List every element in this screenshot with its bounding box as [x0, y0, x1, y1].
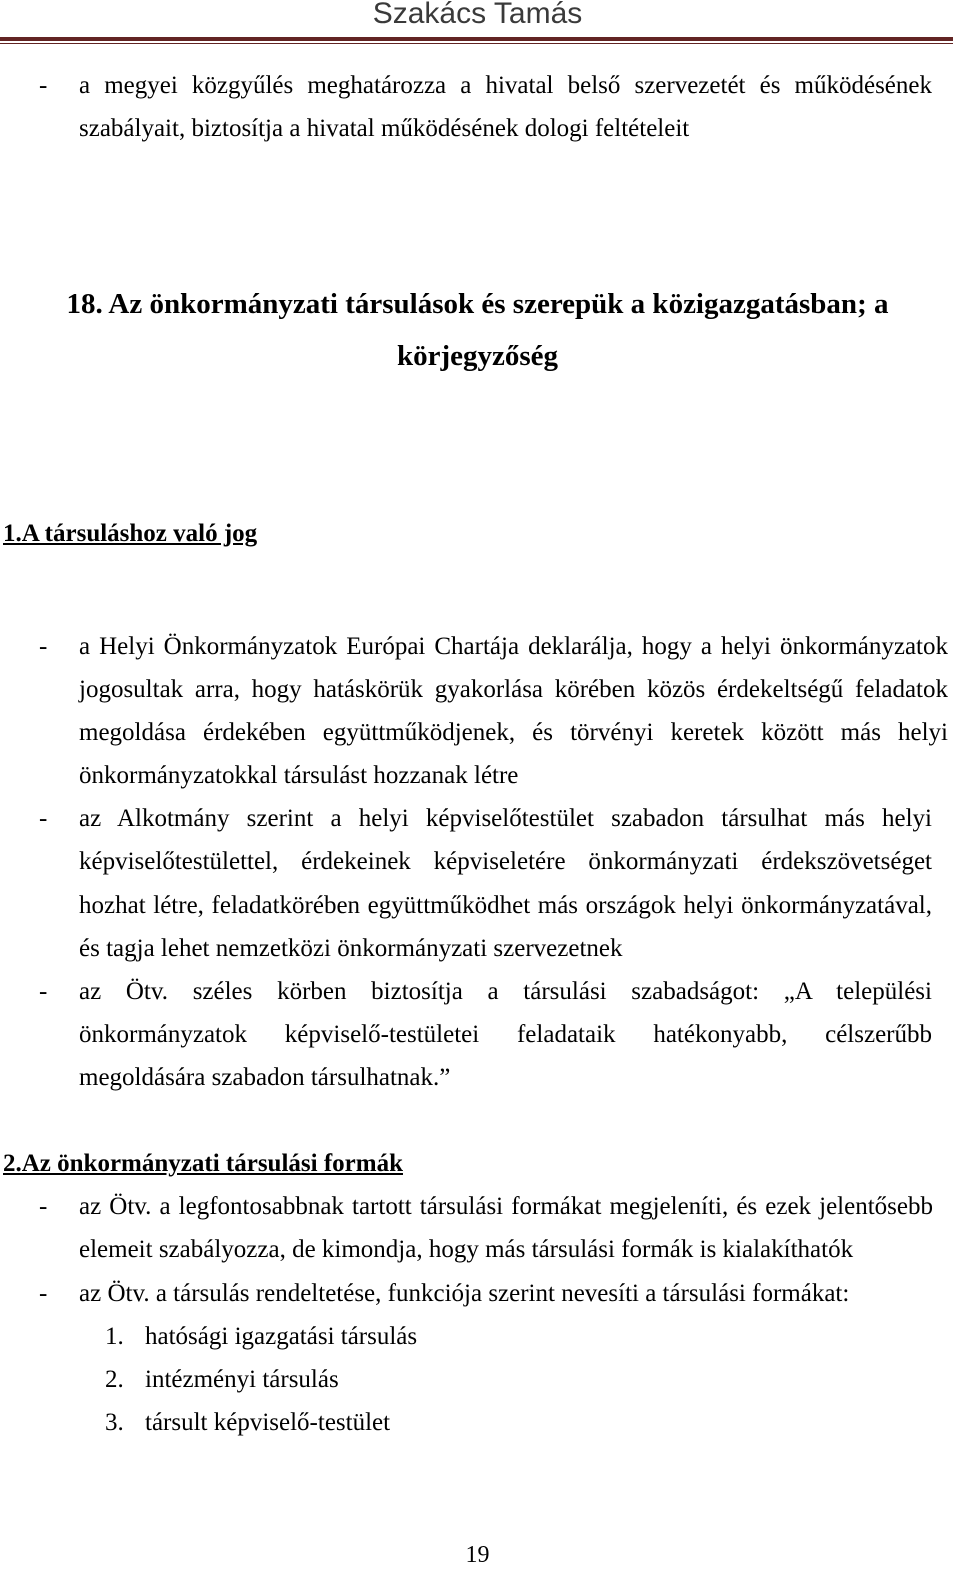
bullet-dash: - [39, 1193, 48, 1221]
list-number: 2. [105, 1366, 124, 1394]
bullet-item [0, 64, 960, 150]
paragraph-line: a megyei közgyűlés meghatározza a hivatal belső szervezetét és működésének [79, 72, 932, 99]
list-label: intézményi társulás [145, 1366, 339, 1394]
intro-bullet-list [0, 64, 960, 150]
paragraph-line: szabályait, biztosítja a hivatal működésének dologi feltételeit [79, 115, 690, 142]
paragraph-line: megoldása érdekében együttműködjenek, és törvényi keretek között más helyi [79, 719, 948, 747]
running-header-title: Szakács Tamás [372, 0, 583, 30]
paragraph-line: az Ötv. széles körben biztosítja a társulási szabadságot: „A települési [79, 977, 932, 1005]
bullet-dash: - [39, 977, 48, 1005]
section-1-heading [0, 512, 960, 555]
header-rule-thick [0, 37, 953, 41]
list-label: társult képviselő-testület [145, 1409, 391, 1437]
bullet-dash: - [39, 805, 48, 833]
paragraph-line: a Helyi Önkormányzatok Európai Chartája deklarálja, hogy a helyi önkormányzatok [79, 633, 948, 660]
list-label: hatósági igazgatási társulás [145, 1322, 418, 1350]
chapter-heading [0, 278, 955, 382]
paragraph-line: önkormányzatokkal társulást hozzanak létre [79, 762, 519, 790]
paragraph-line: és tagja lehet nemzetközi önkormányzati szervezetnek [79, 934, 623, 962]
paragraph-line: az Alkotmány szerint a helyi képviselőtestület szabadon társulhat más helyi [79, 805, 932, 833]
list-number: 1. [105, 1322, 124, 1350]
bullet-dash: - [39, 633, 48, 660]
bullet-item [0, 1272, 960, 1315]
bullet-item [0, 625, 960, 797]
bullet-dash: - [39, 1279, 48, 1307]
bullet-dash: - [39, 72, 48, 99]
section-title: 1.A társuláshoz való jog [3, 520, 258, 547]
section-title: 2.Az önkormányzati társulási formák [3, 1150, 403, 1177]
paragraph-line: önkormányzatok képviselő-testületei feladataik hatékonyabb, célszerűbb [79, 1020, 932, 1048]
paragraph-line: jogosultak arra, hogy hatáskörük gyakorlása körében közös érdekeltségű feladatok [79, 676, 948, 704]
form-list-item [0, 1401, 960, 1444]
paragraph-line: képviselőtestülettel, érdekeinek képviseletére önkormányzati érdekszövetséget [79, 848, 932, 876]
header-rule-thin [0, 43, 953, 44]
paragraph-line: elemeit szabályozza, de kimondja, hogy más társulási formák is kialakíthatók [79, 1236, 854, 1264]
form-list-item [0, 1315, 960, 1358]
bullet-item [0, 1185, 960, 1271]
chapter-heading-line: 18. Az önkormányzati társulások és szerepük a közigazgatásban; a [66, 288, 889, 320]
list-number: 3. [105, 1409, 124, 1437]
section-2 [0, 1142, 960, 1444]
paragraph-line: az Ötv. a legfontosabbnak tartott társulási formákat megjeleníti, és ezek jelentősebb [79, 1193, 933, 1221]
paragraph-line: az Ötv. a társulás rendeltetése, funkciója szerint nevesíti a társulási formákat: [79, 1279, 850, 1307]
form-list-item [0, 1358, 960, 1401]
chapter-heading-line: körjegyzőség [396, 340, 559, 372]
paragraph-line: hozhat létre, feladatkörében együttműködhet más országok helyi önkormányzatával, [79, 891, 932, 919]
bullet-item [0, 797, 960, 969]
bullet-item [0, 970, 960, 1099]
paragraph-line: megoldására szabadon társulhatnak.” [79, 1063, 451, 1091]
page-number: 19 [465, 1542, 490, 1568]
section-1-bullet-list [0, 625, 960, 1099]
